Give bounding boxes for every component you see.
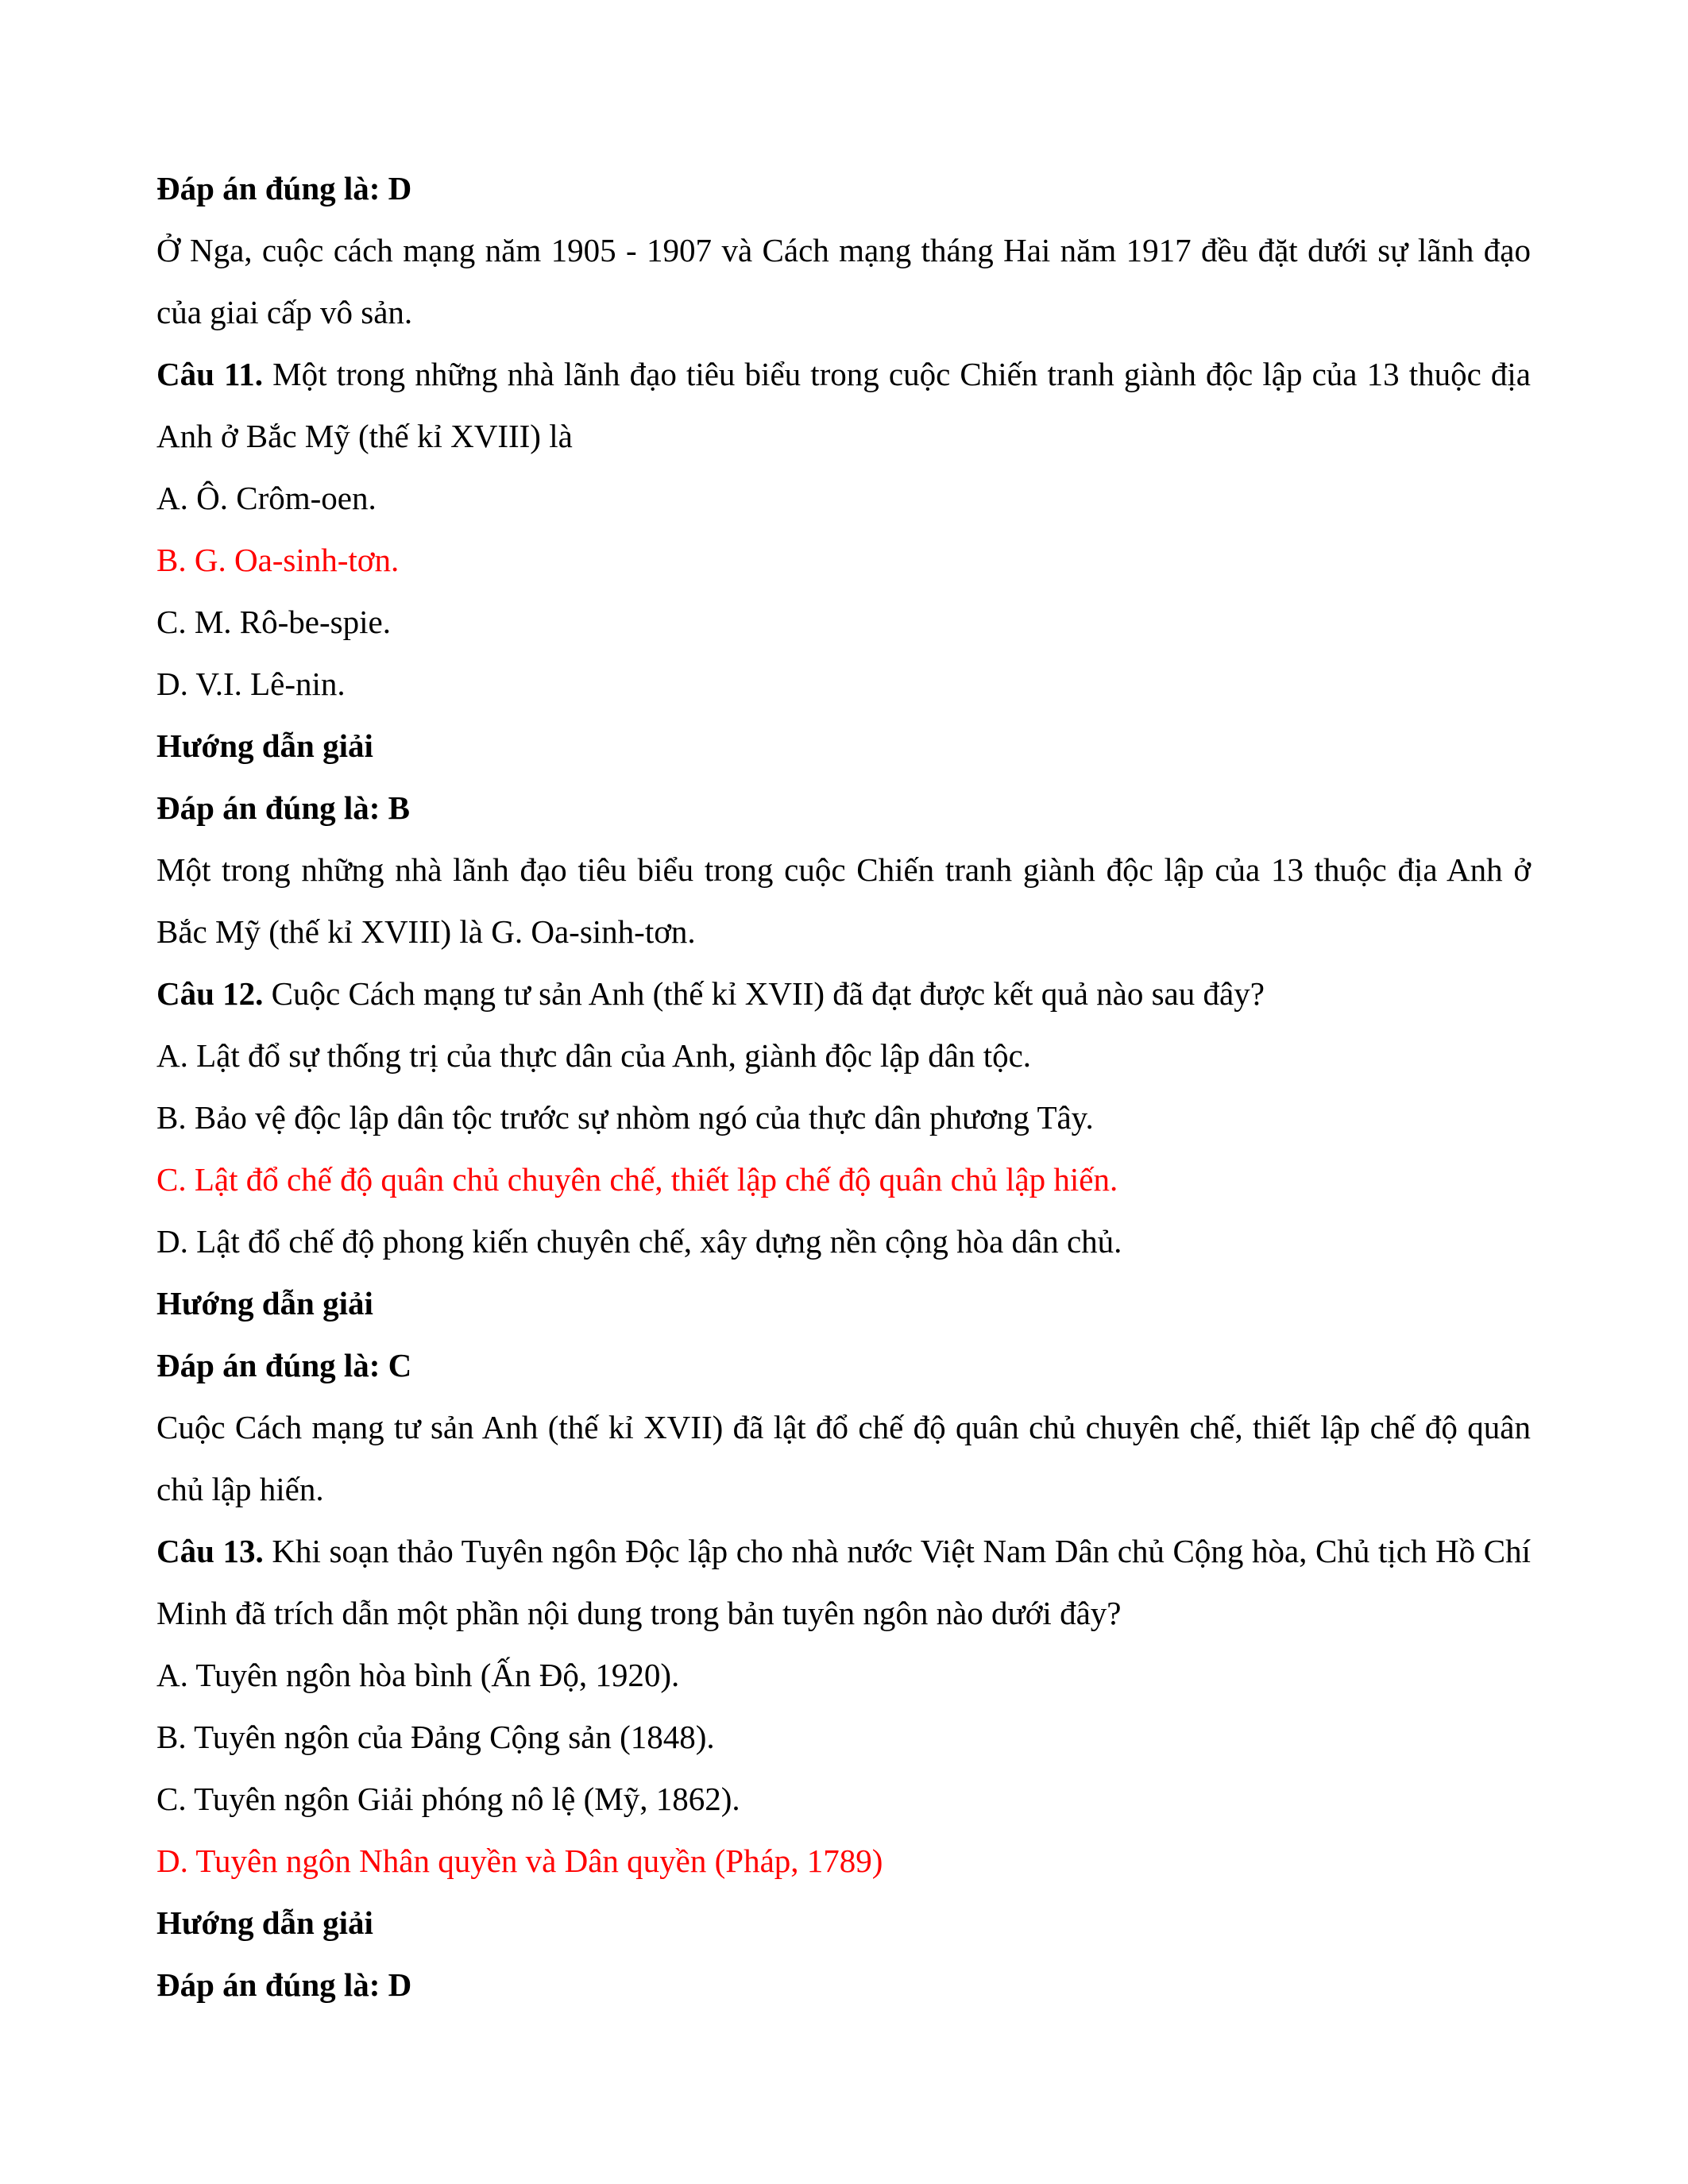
answer-line: Đáp án đúng là: C: [156, 1347, 412, 1383]
explanation: Một trong những nhà lãnh đạo tiêu biểu trong cuộc Chiến tranh giành độc lập của 13 thuộc địa Anh ở Bắc Mỹ (thế kỉ XVIII) là G. Oa-sinh-tơn.: [156, 851, 1531, 950]
question-label: Câu 12.: [156, 975, 264, 1012]
option-c-correct: C. Lật đổ chế độ quân chủ chuyên chế, thiết lập chế độ quân chủ lập hiến.: [156, 1161, 1118, 1198]
option-d-correct: D. Tuyên ngôn Nhân quyền và Dân quyền (Pháp, 1789): [156, 1843, 883, 1879]
question-text: Cuộc Cách mạng tư sản Anh (thế kỉ XVII) đã đạt được kết quả nào sau đây?: [263, 975, 1265, 1012]
answer-line: Đáp án đúng là: B: [156, 789, 411, 826]
guide-heading: Hướng dẫn giải: [156, 1904, 373, 1941]
answer-line: Đáp án đúng là: D: [156, 170, 412, 206]
question-label: Câu 13.: [156, 1533, 264, 1569]
option-d: D. Lật đổ chế độ phong kiến chuyên chế, xây dựng nền cộng hòa dân chủ.: [156, 1223, 1122, 1260]
document-content: [156, 157, 1531, 2016]
question-13: [156, 1520, 1531, 1644]
guide-heading: Hướng dẫn giải: [156, 727, 373, 764]
option-c: C. Tuyên ngôn Giải phóng nô lệ (Mỹ, 1862).: [156, 1781, 740, 1817]
option-a: A. Lật đổ sự thống trị của thực dân của Anh, giành độc lập dân tộc.: [156, 1037, 1032, 1074]
option-c: C. M. Rô-be-spie.: [156, 604, 391, 640]
answer-line: Đáp án đúng là: D: [156, 1966, 412, 2003]
question-label: Câu 11.: [156, 356, 264, 392]
option-b: B. Tuyên ngôn của Đảng Cộng sản (1848).: [156, 1719, 715, 1755]
question-12: [156, 963, 1531, 1024]
question-text: Khi soạn thảo Tuyên ngôn Độc lập cho nhà nước Việt Nam Dân chủ Cộng hòa, Chủ tịch Hồ Chí Minh đã trích dẫn một phần nội dung trong bản tuyên ngôn nào dưới đây?: [156, 1533, 1531, 1631]
guide-heading: Hướng dẫn giải: [156, 1285, 373, 1322]
option-d: D. V.I. Lê-nin.: [156, 666, 346, 702]
question-11: [156, 343, 1531, 467]
option-b-correct: B. G. Oa-sinh-tơn.: [156, 542, 400, 578]
option-b: B. Bảo vệ độc lập dân tộc trước sự nhòm ngó của thực dân phương Tây.: [156, 1099, 1094, 1136]
question-text: Một trong những nhà lãnh đạo tiêu biểu trong cuộc Chiến tranh giành độc lập của 13 thuộc địa Anh ở Bắc Mỹ (thế kỉ XVIII) là: [156, 356, 1532, 454]
option-a: A. Ô. Crôm-oen.: [156, 480, 377, 516]
explanation: Ở Nga, cuộc cách mạng năm 1905 - 1907 và Cách mạng tháng Hai năm 1917 đều đặt dưới sự lãnh đạo của giai cấp vô sản.: [156, 232, 1531, 330]
option-a: A. Tuyên ngôn hòa bình (Ấn Độ, 1920).: [156, 1657, 680, 1693]
explanation: Cuộc Cách mạng tư sản Anh (thế kỉ XVII) đã lật đổ chế độ quân chủ chuyên chế, thiết lập chế độ quân chủ lập hiến.: [156, 1409, 1531, 1507]
